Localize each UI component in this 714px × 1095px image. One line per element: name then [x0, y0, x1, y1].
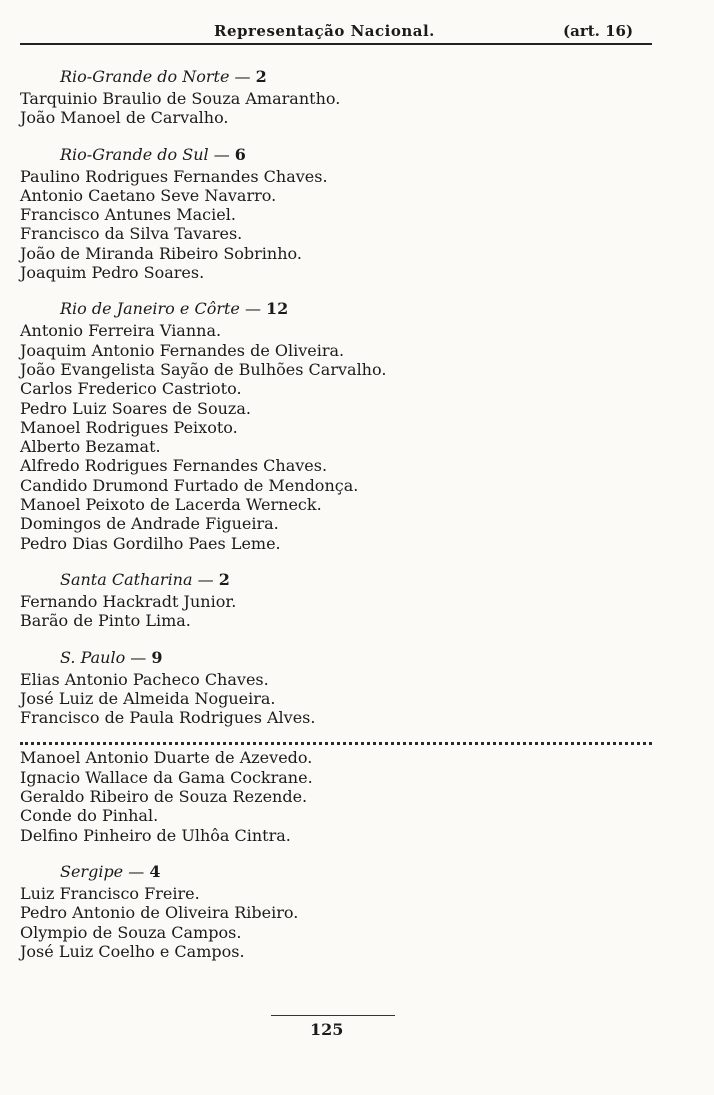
deputy-count: 6: [234, 144, 246, 164]
heading-separator: —: [208, 144, 235, 164]
section-heading: [60, 66, 660, 87]
deputy-name: José Luiz Coelho e Campos.: [20, 941, 245, 961]
footer-rule: [271, 1015, 395, 1016]
heading-separator: —: [125, 647, 152, 667]
deputy-name: Geraldo Ribeiro de Souza Rezende.: [20, 787, 308, 807]
article-reference: (art. 16): [563, 22, 634, 40]
names-list: [20, 670, 660, 845]
deputy-name: Barão de Pinto Lima.: [20, 611, 191, 631]
header-rule: [20, 43, 652, 45]
section-heading: [60, 298, 660, 319]
section-rio-grande-do-norte: [20, 66, 660, 128]
section-heading: [60, 569, 660, 590]
deputy-name: Elias Antonio Pacheco Chaves.: [20, 669, 269, 689]
deputy-name: Francisco da Silva Tavares.: [20, 224, 243, 244]
deputy-name: Manoel Antonio Duarte de Azevedo.: [20, 748, 313, 768]
heading-separator: —: [123, 861, 150, 881]
deputy-name: Antonio Caetano Seve Navarro.: [20, 185, 277, 205]
deputy-name: Manoel Rodrigues Peixoto.: [20, 417, 238, 437]
names-list: [20, 884, 660, 961]
deputy-name: João de Miranda Ribeiro Sobrinho.: [20, 243, 302, 263]
deputy-count: 2: [218, 569, 230, 589]
deputy-name: Francisco de Paula Rodrigues Alves.: [20, 708, 316, 728]
deputy-count: 9: [151, 647, 163, 667]
page-header: [0, 10, 714, 44]
section-rio-grande-do-sul: [20, 144, 660, 283]
deputy-name: Antonio Ferreira Vianna.: [20, 321, 222, 341]
deputies-list: [20, 66, 660, 961]
deputy-name: João Manoel de Carvalho.: [20, 108, 229, 128]
deputy-name: Manoel Peixoto de Lacerda Werneck.: [20, 495, 322, 515]
deputy-name: Olympio de Souza Campos.: [20, 922, 242, 942]
state-name: Rio-Grande do Sul: [60, 144, 209, 164]
deputy-name: Candido Drumond Furtado de Mendonça.: [20, 475, 359, 495]
deputy-name: José Luiz de Almeida Nogueira.: [20, 688, 276, 708]
state-name: Rio de Janeiro e Côrte: [60, 299, 240, 319]
names-list: [20, 321, 660, 553]
dotted-divider: [20, 730, 652, 745]
deputy-name: Alberto Bezamat.: [20, 437, 161, 457]
deputy-count: 4: [149, 861, 161, 881]
section-rio-de-janeiro: [20, 298, 660, 553]
deputy-name: Luiz Francisco Freire.: [20, 883, 200, 903]
section-sao-paulo: [20, 647, 660, 845]
deputy-count: 12: [266, 299, 289, 319]
state-name: Santa Catharina: [60, 569, 193, 589]
state-name: Rio-Grande do Norte: [60, 67, 230, 86]
section-heading: [60, 647, 660, 668]
page-number: 125: [310, 1020, 344, 1039]
deputy-name: Ignacio Wallace da Gama Cockrane.: [20, 767, 313, 787]
deputy-name: Domingos de Andrade Figueira.: [20, 514, 279, 534]
names-list: [20, 167, 660, 283]
deputy-name: Pedro Luiz Soares de Souza.: [20, 398, 251, 418]
section-santa-catharina: [20, 569, 660, 631]
deputy-name: Conde do Pinhal.: [20, 806, 159, 826]
section-heading: [60, 144, 660, 165]
deputy-name: Fernando Hackradt Junior.: [20, 591, 237, 611]
section-sergipe: [20, 861, 660, 961]
heading-separator: —: [192, 569, 219, 589]
deputy-name: Carlos Frederico Castrioto.: [20, 379, 242, 399]
deputy-name: Tarquinio Braulio de Souza Amarantho.: [20, 89, 341, 108]
deputy-name: João Evangelista Sayão de Bulhões Carvalho.: [20, 359, 387, 379]
deputy-name: Joaquim Antonio Fernandes de Oliveira.: [20, 340, 345, 360]
deputy-name: Pedro Dias Gordilho Paes Leme.: [20, 533, 281, 553]
deputy-name: Alfredo Rodrigues Fernandes Chaves.: [20, 456, 328, 476]
deputy-name: Joaquim Pedro Soares.: [20, 263, 205, 283]
deputy-count: 2: [255, 67, 267, 86]
section-heading: [60, 861, 660, 882]
heading-separator: —: [229, 67, 256, 86]
deputy-name: Francisco Antunes Maciel.: [20, 205, 236, 225]
state-name: Sergipe: [60, 861, 124, 881]
deputy-name: Pedro Antonio de Oliveira Ribeiro.: [20, 903, 299, 923]
deputy-name: Paulino Rodrigues Fernandes Chaves.: [20, 166, 328, 186]
state-name: S. Paulo: [60, 647, 126, 667]
running-title: Representação Nacional.: [214, 22, 435, 40]
names-list: [20, 89, 660, 128]
deputy-name: Delfino Pinheiro de Ulhôa Cintra.: [20, 825, 291, 845]
names-list: [20, 592, 660, 631]
heading-separator: —: [239, 299, 267, 319]
